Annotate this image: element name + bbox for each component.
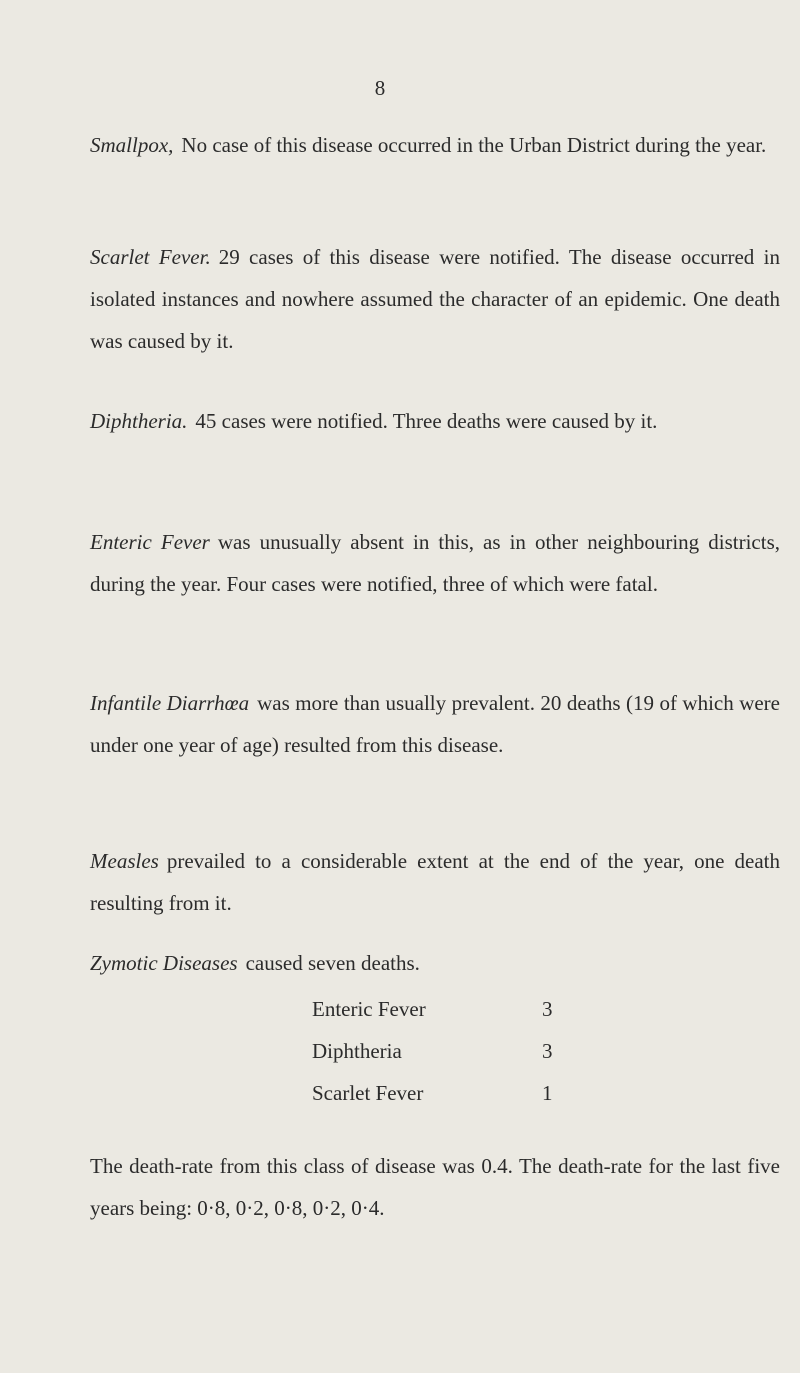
paragraph-text: No case of this disease occurred in the Urban District during the year. bbox=[181, 133, 767, 157]
table-row bbox=[312, 1030, 572, 1072]
page-number: 8 bbox=[374, 76, 386, 100]
table-row bbox=[312, 1072, 572, 1114]
paragraph-lead: Zymotic Diseases bbox=[90, 951, 238, 975]
paragraph-scarlet-fever bbox=[60, 236, 780, 362]
paragraph-enteric-fever bbox=[60, 521, 780, 605]
paragraph-text: prevailed to a considerable extent at the end of the year, one death resulting from it. bbox=[90, 849, 780, 915]
death-count: 1 bbox=[542, 1081, 553, 1105]
paragraph-lead: Scarlet Fever. bbox=[90, 245, 211, 269]
death-count: 3 bbox=[542, 1039, 553, 1063]
zymotic-deaths-table bbox=[312, 988, 572, 1114]
disease-name: Diphtheria bbox=[312, 1039, 402, 1063]
paragraph-infantile-diarrhoea bbox=[60, 682, 780, 766]
paragraph-measles bbox=[60, 840, 780, 924]
table-row bbox=[312, 988, 572, 1030]
paragraph-lead: Measles bbox=[90, 849, 159, 873]
paragraph-text: was more than usually prevalent. 20 deaths (19 of which were under one year of age) resulted from this disease. bbox=[90, 691, 780, 757]
paragraph-smallpox bbox=[60, 124, 780, 166]
paragraph-text: was unusually absent in this, as in other neighbouring districts, during the year. Four cases were notified, three of which were fatal. bbox=[90, 530, 780, 596]
paragraph-lead: Infantile Diarrhœa bbox=[90, 691, 250, 715]
death-count: 3 bbox=[542, 997, 553, 1021]
disease-name: Enteric Fever bbox=[312, 997, 426, 1021]
paragraph-text: caused seven deaths. bbox=[245, 951, 420, 975]
disease-name: Scarlet Fever bbox=[312, 1081, 424, 1105]
paragraph-text: 29 cases of this disease were notified. The disease occurred in isolated instances and nowhere assumed the character of an epidemic. One death was caused by it. bbox=[90, 245, 780, 353]
paragraph-death-rate bbox=[60, 1145, 780, 1229]
paragraph-zymotic-diseases bbox=[60, 942, 780, 984]
paragraph-text: 45 cases were notified. Three deaths were caused by it. bbox=[195, 409, 658, 433]
paragraph-diphtheria bbox=[60, 400, 780, 442]
paragraph-lead: Diphtheria. bbox=[90, 409, 188, 433]
paragraph-lead: Smallpox, bbox=[90, 133, 174, 157]
paragraph-lead: Enteric Fever bbox=[90, 530, 210, 554]
paragraph-text: The death-rate from this class of disease was 0.4. The death-rate for the last five years being: 0·8, 0·2, 0·8, 0·2, 0·4. bbox=[90, 1154, 780, 1220]
